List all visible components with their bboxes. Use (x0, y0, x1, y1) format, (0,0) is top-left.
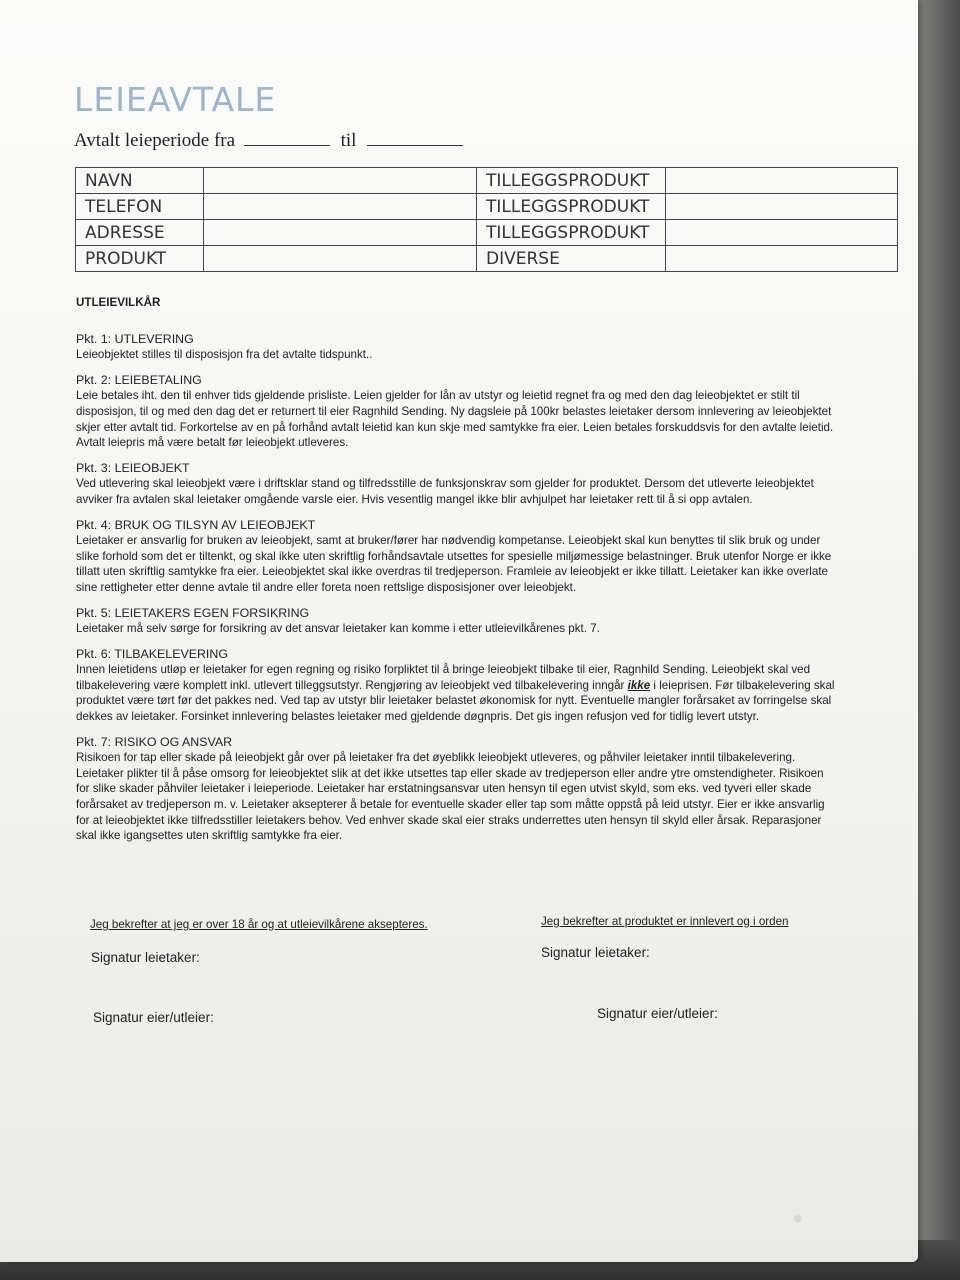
field-label-diverse: DIVERSE (477, 246, 666, 272)
field-value-produkt[interactable] (204, 246, 477, 272)
rental-period-line (74, 129, 463, 152)
signature-owner-left[interactable]: Signatur eier/utleier: (93, 1010, 214, 1025)
emphasis-ikke: ikke (627, 678, 651, 692)
field-value-tilleggsprodukt-2[interactable] (666, 194, 898, 220)
period-from-label: Avtalt leieperiode fra (74, 130, 236, 151)
customer-info-table (75, 167, 898, 272)
field-label-tilleggsprodukt-3: TILLEGGSPRODUKT (477, 220, 666, 246)
terms-section-2 (76, 373, 836, 451)
field-value-diverse[interactable] (666, 246, 898, 272)
terms-section-1 (76, 332, 836, 363)
field-label-tilleggsprodukt-2: TILLEGGSPRODUKT (477, 194, 666, 220)
signature-owner-right[interactable]: Signatur eier/utleier: (597, 1006, 718, 1021)
document-title: LEIEAVTALE (74, 80, 277, 119)
field-value-telefon[interactable] (204, 194, 477, 220)
section-heading: Pkt. 4: BRUK OG TILSYN AV LEIEOBJEKT (76, 517, 316, 532)
terms-section-3 (76, 461, 836, 508)
age-confirmation: Jeg bekrefter at jeg er over 18 år og at utleievilkårene aksepteres. (90, 918, 428, 931)
period-from-blank[interactable] (244, 129, 330, 146)
signature-renter-left[interactable]: Signatur leietaker: (91, 950, 200, 965)
table-row (76, 168, 898, 194)
section-body: Risikoen for tap eller skade på leieobjekt går over på leietaker fra det øyeblikk leieobjekt utleveres, og påhviler leietaker inntil tilbakelevering. Leietaker plikter til å påse omsorg for leieobjektet slik at det ikke utsettes tap eller skade av tredjeperson eller andre ytre omstendigheter. Risikoen for slike skader påhviler leietaker i leieperiode. Leietaker har erstatningsansvar uten hensyn til egen utvist skyld, som eks. ved tyveri eller skade forårsaket av tredjeperson m. v. Leietaker aksepterer å betale for eventuelle skader eller tap som måtte oppstå på leid utstyr. Eier er ikke ansvarlig for at leieobjektet ikke tilfredsstiller leietakers behov. Ved enhver skade skal eier straks underrettes uten hensyn til skyld eller årsak. Reparasjoner skal ikke igangsettes uten skriftlig samtykke fra eier. (76, 751, 825, 843)
section-heading: Pkt. 5: LEIETAKERS EGEN FORSIKRING (76, 605, 310, 620)
terms-section-6 (76, 647, 836, 725)
terms-section-7 (76, 735, 836, 844)
section-body (76, 662, 836, 724)
terms-heading: UTLEIEVILKÅR (76, 296, 161, 309)
field-value-adresse[interactable] (204, 220, 477, 246)
table-row (76, 194, 898, 220)
section-heading: Pkt. 6: TILBAKELEVERING (76, 646, 228, 661)
field-label-navn: NAVN (76, 168, 204, 194)
signature-renter-right[interactable]: Signatur leietaker: (541, 945, 650, 960)
section-body: Leietaker er ansvarlig for bruken av leieobjekt, samt at bruker/fører har nødvendig kompetanse. Leieobjekt skal kun benyttes til slik bruk og under slike forhold som det er tiltenkt, og skal ikke uten skriftlig forhåndsavtale utsettes for spesielle miljømessige belastninger. Bruk utenfor Norge er ikke tillatt uten skriftlig samtykke fra eier. Leieobjektet skal ikke overdras til tredjeperson. Framleie av leieobjekt er ikke tillatt. Leietaker kan ikke overlate sine rettigheter etter denne avtale til andre eller foreta noen rettslige disposisjoner over leieobjekt. (76, 534, 832, 594)
return-confirmation: Jeg bekrefter at produktet er innlevert og i orden (541, 915, 789, 928)
section-body-part: i leieprisen. Før tilbakelevering skal produktet være tørt før det pakkes ned. Ved tap av utstyr blir leietaker belastet økonomisk for nytt. Eventuelle mangler forårsaket av forringelse skal dekkes av leietaker. Forsinket innlevering belastes leietaker med gjeldende døgnpris. Det gis ingen refusjon ved for tidlig levert utstyr. (76, 678, 835, 724)
terms-section-5 (76, 606, 836, 637)
section-heading: Pkt. 7: RISIKO OG ANSVAR (76, 734, 233, 749)
field-label-telefon: TELEFON (76, 194, 204, 220)
field-value-tilleggsprodukt-1[interactable] (666, 168, 898, 194)
section-heading: Pkt. 2: LEIEBETALING (76, 372, 202, 387)
section-body: Leietaker må selv sørge for forsikring av det ansvar leietaker kan komme i etter utleievilkårenes pkt. 7. (76, 622, 600, 636)
sleeve-logo-mark: ● (792, 1208, 803, 1228)
table-row (76, 246, 898, 272)
section-body-part: Innen leietidens utløp er leietaker for egen regning og risiko forpliktet til å bringe leieobjekt tilbake til eier, Ragnhild Sending. Leieobjekt skal ved tilbakelevering være komplett inkl. utlevert tilleggsutstyr. Rengjøring av leieobjekt ved tilbakelevering inngår (76, 663, 811, 692)
rental-terms (76, 295, 836, 854)
terms-section-4 (76, 518, 836, 596)
section-heading: Pkt. 1: UTLEVERING (76, 331, 194, 346)
section-body: Leieobjektet stilles til disposisjon fra det avtalte tidspunkt.. (76, 348, 373, 362)
table-row (76, 220, 898, 246)
period-to-label: til (340, 130, 357, 151)
field-label-adresse: ADRESSE (76, 220, 204, 246)
field-value-tilleggsprodukt-3[interactable] (666, 220, 898, 246)
section-body: Leie betales iht. den til enhver tids gjeldende prisliste. Leien gjelder for lån av utstyr og leietid regnet fra og med den dag leieobjektet er stilt til disposisjon, til og med den dag det er returnert til eier Ragnhild Sending. Ny dagsleie på 100kr belastes leietaker dersom innlevering av leieobjektet skjer etter avtalt tid. Forkortelse av en på forhånd avtalt leietid kan kun skje med samtykke fra eier. Leien betales forskuddsvis for den avtalte leietid. Avtalt leiepris må være betalt før leieobjekt utleveres. (76, 389, 834, 450)
field-label-produkt: PRODUKT (76, 246, 204, 272)
field-label-tilleggsprodukt-1: TILLEGGSPRODUKT (477, 168, 666, 194)
section-heading: Pkt. 3: LEIEOBJEKT (76, 460, 190, 475)
period-to-blank[interactable] (367, 129, 463, 146)
section-body: Ved utlevering skal leieobjekt være i driftsklar stand og tilfredsstille de funksjonskrav som gjelder for produktet. Dersom det utleverte leieobjektet avviker fra avtalen skal leietaker omgående varsle eier. Hvis vesentlig mangel ikke blir avhjulpet har leietaker rett til å si opp avtalen. (76, 477, 814, 506)
field-value-navn[interactable] (204, 168, 477, 194)
